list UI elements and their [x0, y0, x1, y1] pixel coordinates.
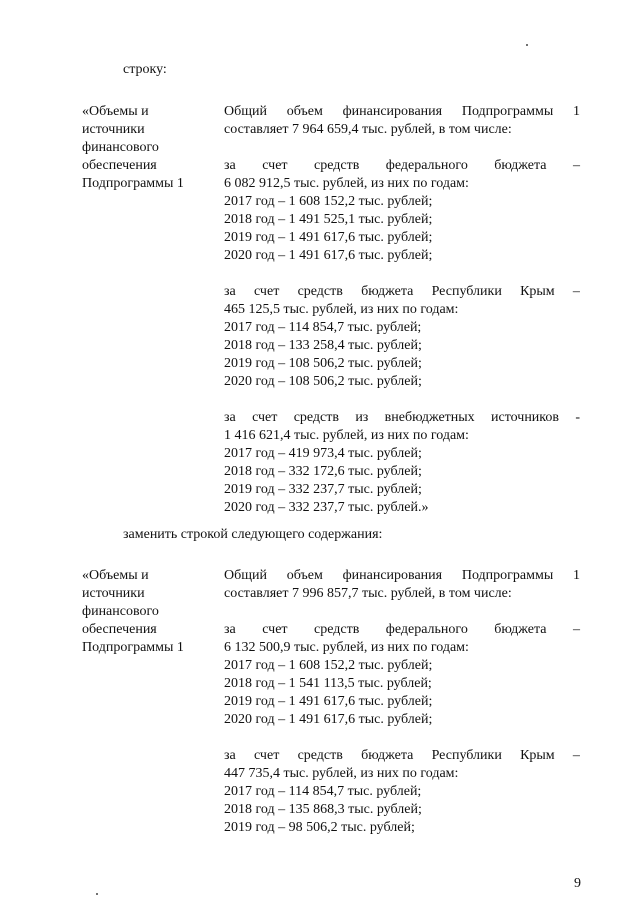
block1-left-label [82, 103, 202, 193]
year-line: 2020 год – 332 237,7 тыс. рублей.» [224, 500, 429, 515]
year-line: 2020 год – 108 506,2 тыс. рублей; [224, 374, 422, 389]
total-line: Общий объем финансирования Подпрограммы 1 [224, 104, 580, 119]
year-line: 2017 год – 1 608 152,2 тыс. рублей; [224, 658, 433, 673]
scan-speck [526, 44, 528, 46]
year-line: 2017 год – 419 973,4 тыс. рублей; [224, 446, 422, 461]
federal-budget-line: за счет средств федерального бюджета – [224, 622, 580, 637]
year-line: 2018 год – 1 541 113,5 тыс. рублей; [224, 676, 432, 691]
left-line: Подпрограммы 1 [82, 640, 184, 655]
total-line: Общий объем финансирования Подпрограммы 1 [224, 568, 580, 583]
year-line: 2017 год – 114 854,7 тыс. рублей; [224, 784, 422, 799]
intro-text: строку: [123, 62, 167, 77]
year-line: 2020 год – 1 491 617,6 тыс. рублей; [224, 248, 433, 263]
crimea-budget-line: за счет средств бюджета Республики Крым – [224, 748, 580, 763]
year-line: 2017 год – 1 608 152,2 тыс. рублей; [224, 194, 433, 209]
total-line2: составляет 7 996 857,7 тыс. рублей, в том числе: [224, 586, 512, 601]
crimea-budget-total: 465 125,5 тыс. рублей, из них по годам: [224, 302, 459, 317]
crimea-budget-total: 447 735,4 тыс. рублей, из них по годам: [224, 766, 459, 781]
scan-speck [96, 893, 98, 895]
total-line2: составляет 7 964 659,4 тыс. рублей, в том числе: [224, 122, 512, 137]
extrabudgetary-line: за счет средств из внебюджетных источников - [224, 410, 580, 425]
year-line: 2018 год – 135 868,3 тыс. рублей; [224, 802, 422, 817]
year-line: 2019 год – 332 237,7 тыс. рублей; [224, 482, 422, 497]
federal-budget-total: 6 082 912,5 тыс. рублей, из них по годам: [224, 176, 469, 191]
left-line: источники [82, 586, 145, 601]
year-line: 2018 год – 133 258,4 тыс. рублей; [224, 338, 422, 353]
left-line: источники [82, 122, 145, 137]
year-line: 2017 год – 114 854,7 тыс. рублей; [224, 320, 422, 335]
left-line: «Объемы и [82, 104, 149, 119]
left-line: финансового [82, 604, 159, 619]
replace-text: заменить строкой следующего содержания: [123, 527, 383, 542]
block1-right-text [224, 103, 580, 517]
left-line: обеспечения [82, 622, 157, 637]
year-line: 2019 год – 108 506,2 тыс. рублей; [224, 356, 422, 371]
federal-budget-total: 6 132 500,9 тыс. рублей, из них по годам: [224, 640, 469, 655]
left-line: финансового [82, 140, 159, 155]
left-line: «Объемы и [82, 568, 149, 583]
block2-left-label [82, 567, 202, 657]
year-line: 2019 год – 1 491 617,6 тыс. рублей; [224, 694, 433, 709]
year-line: 2018 год – 1 491 525,1 тыс. рублей; [224, 212, 433, 227]
crimea-budget-line: за счет средств бюджета Республики Крым – [224, 284, 580, 299]
year-line: 2019 год – 98 506,2 тыс. рублей; [224, 820, 415, 835]
extrabudgetary-total: 1 416 621,4 тыс. рублей, из них по годам: [224, 428, 469, 443]
federal-budget-line: за счет средств федерального бюджета – [224, 158, 580, 173]
year-line: 2019 год – 1 491 617,6 тыс. рублей; [224, 230, 433, 245]
year-line: 2020 год – 1 491 617,6 тыс. рублей; [224, 712, 433, 727]
page-number: 9 [574, 876, 581, 891]
left-line: Подпрограммы 1 [82, 176, 184, 191]
block2-right-text [224, 567, 580, 837]
year-line: 2018 год – 332 172,6 тыс. рублей; [224, 464, 422, 479]
left-line: обеспечения [82, 158, 157, 173]
